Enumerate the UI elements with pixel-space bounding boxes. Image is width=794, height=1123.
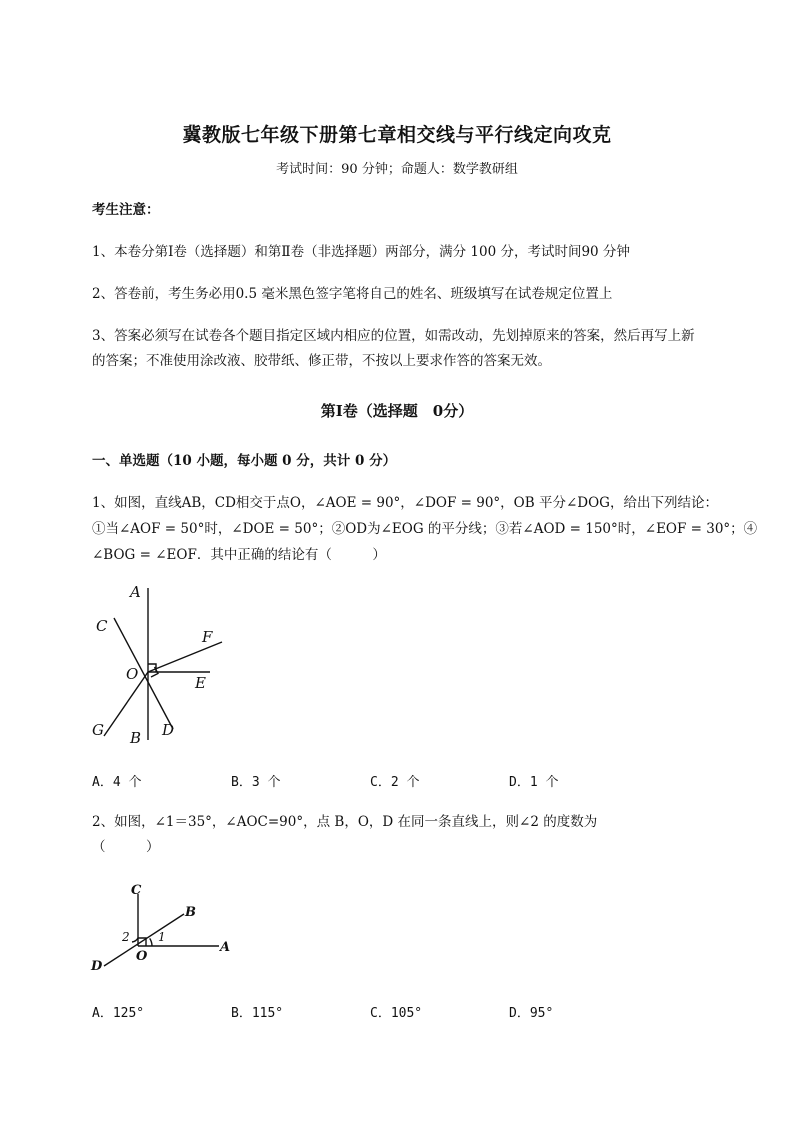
label-a: A: [220, 940, 231, 955]
label-e: E: [195, 674, 206, 692]
label-o: O: [136, 949, 148, 964]
notice-item-3-cont: 的答案；不准使用涂改液、胶带纸、修正带，不按以上要求作答的答案无效。: [92, 353, 551, 369]
q1-line-1: 1、如图，直线AB，CD相交于点O，∠AOE = 90°，∠DOF = 90°，OB 平分∠DOG，给出下列结论：: [92, 495, 718, 511]
q1-figure: [82, 578, 232, 750]
label-b: B: [130, 729, 142, 747]
q2-line-2: （ ）: [92, 839, 160, 855]
label-d: D: [91, 959, 103, 974]
q1-option-b[interactable]: B．3 个: [231, 775, 281, 790]
label-f: F: [202, 628, 213, 646]
ray-of: [148, 642, 222, 672]
q2-figure: [88, 878, 248, 978]
label-angle-1: 1: [158, 930, 166, 944]
label-c: C: [96, 617, 108, 635]
part-heading: 一、单选题（10 小题，每小题 0 分，共计 0 分）: [92, 453, 397, 469]
notice-heading: 考生注意：: [92, 202, 160, 218]
notice-item-2: 2、答卷前，考生务必用0.5 毫米黑色签字笔将自己的姓名、班级填写在试卷规定位置上: [92, 286, 613, 302]
section-title: 第Ⅰ卷（选择题 0分）: [320, 402, 474, 420]
q1-line-2: ①当∠AOF = 50°时，∠DOE = 50°；②OD为∠EOG 的平分线；③若∠AOD = 150°时，∠EOF = 30°；④: [92, 521, 758, 537]
q2-line-1: 2、如图，∠1＝35°，∠AOC=90°，点 B，O，D 在同一条直线上，则∠2 的度数为: [92, 814, 598, 830]
q1-option-c[interactable]: C．2 个: [370, 775, 420, 790]
q2-option-c[interactable]: C．105°: [370, 1006, 423, 1021]
q2-option-b[interactable]: B．115°: [231, 1006, 284, 1021]
q2-option-d[interactable]: D．95°: [509, 1006, 554, 1021]
q1-line-3: ∠BOG = ∠EOF．其中正确的结论有（ ）: [92, 547, 386, 563]
label-a: A: [130, 583, 141, 601]
q2-option-a[interactable]: A．125°: [92, 1006, 145, 1021]
label-o: O: [126, 665, 139, 683]
angle-2-arc: [132, 938, 138, 942]
q1-option-a[interactable]: A．4 个: [92, 775, 142, 790]
label-g: G: [92, 721, 104, 739]
label-d: D: [162, 721, 175, 739]
notice-item-1: 1、本卷分第Ⅰ卷（选择题）和第Ⅱ卷（非选择题）两部分，满分 100 分，考试时间90 分钟: [92, 244, 630, 260]
label-angle-2: 2: [122, 930, 130, 944]
label-b: B: [185, 905, 196, 920]
angle-1-arc: [150, 938, 152, 946]
line-cd: [114, 618, 173, 729]
label-c: C: [131, 883, 142, 898]
q1-option-d[interactable]: D．1 个: [509, 775, 559, 790]
notice-item-3: 3、答案必须写在试卷各个题目指定区域内相应的位置，如需改动，先划掉原来的答案，然后再写上新: [92, 328, 695, 344]
page-subtitle: 考试时间：90 分钟；命题人：数学教研组: [276, 162, 518, 177]
page-title: 冀教版七年级下册第七章相交线与平行线定向攻克: [182, 124, 612, 146]
